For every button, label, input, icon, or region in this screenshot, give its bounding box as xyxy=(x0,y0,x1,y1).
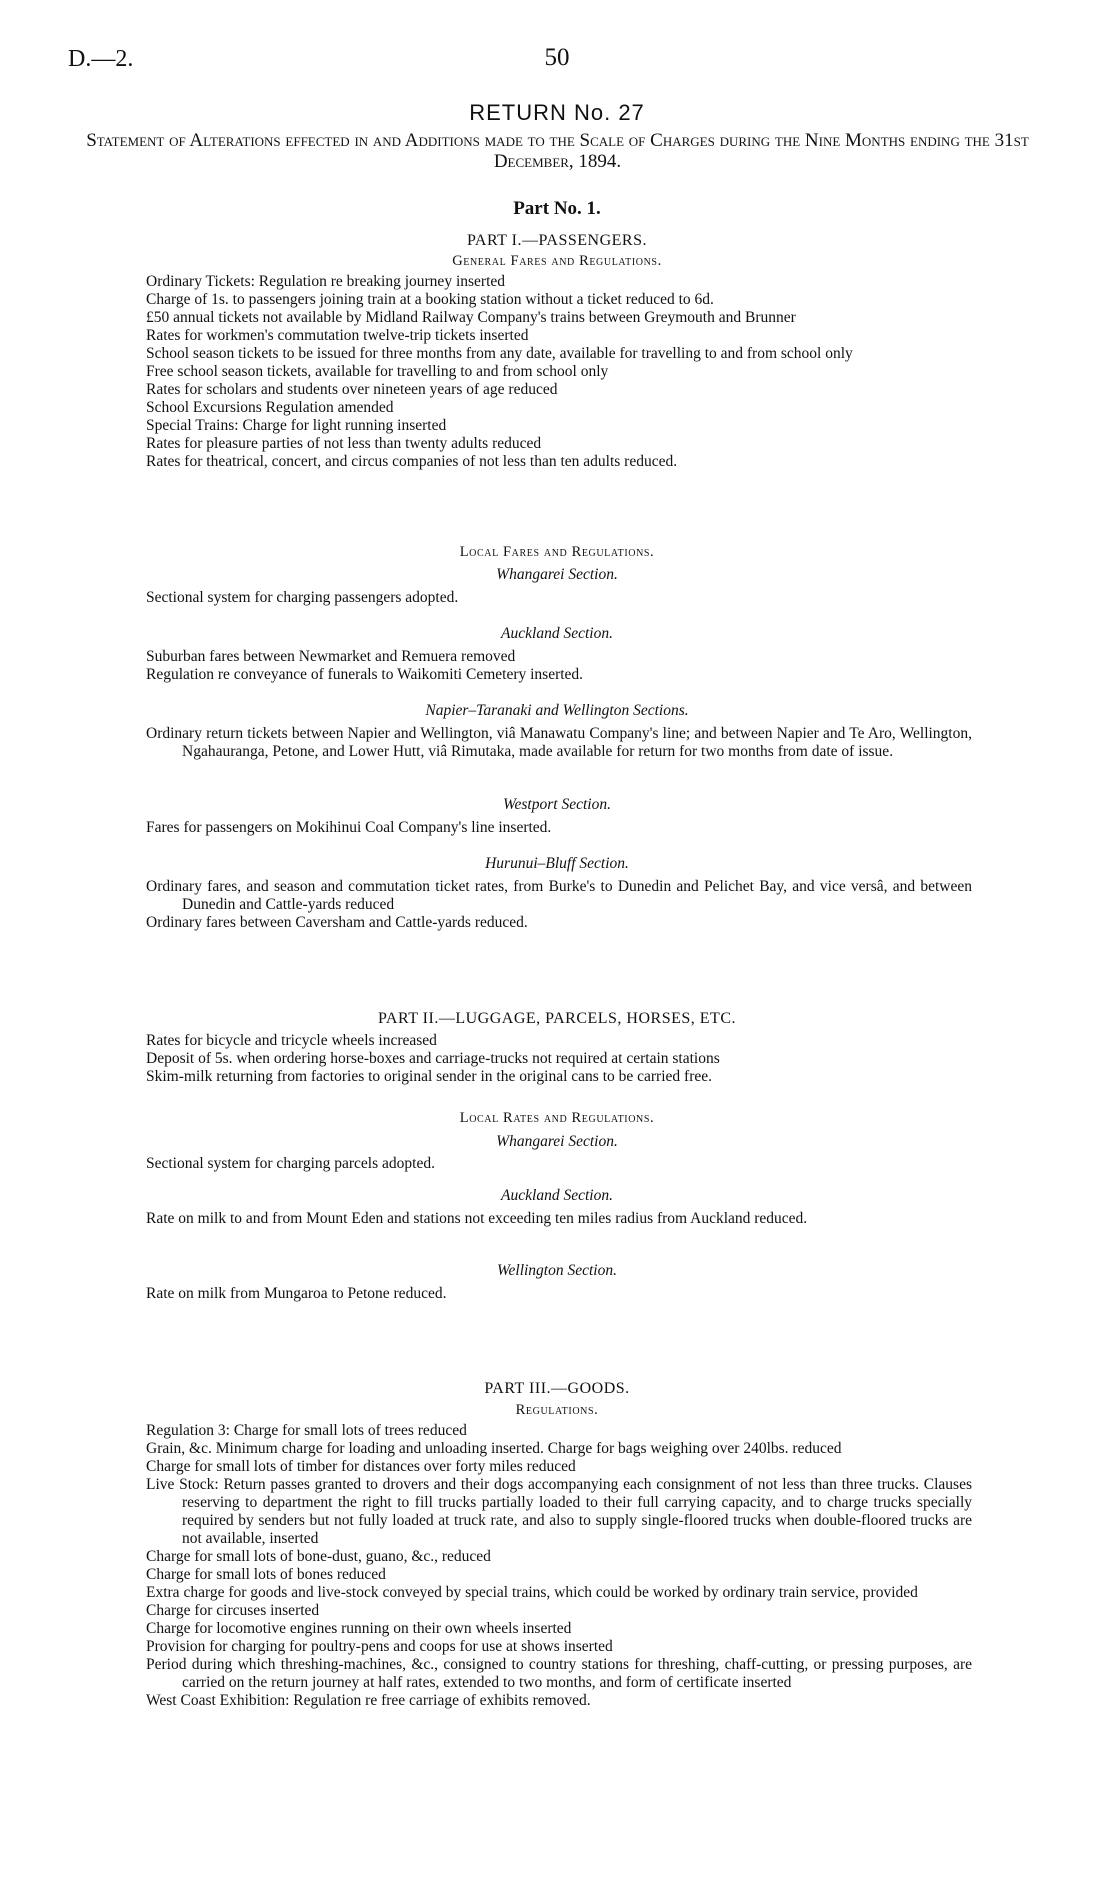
list-item: Skim-milk returning from factories to original sender in the original cans to be carried free. xyxy=(146,1068,712,1085)
part3-list xyxy=(146,1422,972,1710)
list-item: Charge for small lots of bone-dust, guano, &c., reduced xyxy=(146,1548,491,1565)
list-item: Ordinary fares, and season and commutation ticket rates, from Burke's to Dunedin and Pelichet Bay, and vice versâ, and between Dunedin and Cattle-yards reduced xyxy=(146,878,972,913)
list-item: Rates for theatrical, concert, and circus companies of not less than ten adults reduced. xyxy=(146,453,678,470)
list-item: Fares for passengers on Mokihinui Coal Company's line inserted. xyxy=(146,819,552,836)
page-number: 50 xyxy=(544,44,570,71)
list-item: Charge for circuses inserted xyxy=(146,1602,320,1619)
part2-wellington-title: Wellington Section. xyxy=(497,1262,617,1279)
list-item: School Excursions Regulation amended xyxy=(146,399,394,416)
list-item: West Coast Exhibition: Regulation re free carriage of exhibits removed. xyxy=(146,1692,591,1709)
list-item: Live Stock: Return passes granted to drovers and their dogs accompanying each consignment of not less than three trucks. Clauses reserving to department the right to fill trucks partially loaded to their full carrying capacity, and to charge trucks specially required by senders but not fully loaded at truck rate, and also to supply single-floored trucks when double-floored trucks are not available, inserted xyxy=(146,1476,972,1547)
list-item: £50 annual tickets not available by Midland Railway Company's trains between Greymouth and Brunner xyxy=(146,309,796,326)
list-item: Deposit of 5s. when ordering horse-boxes and carriage-trucks not required at certain stations xyxy=(146,1050,720,1067)
list-item: Suburban fares between Newmarket and Remuera removed xyxy=(146,648,516,665)
list-item: Rates for workmen's commutation twelve-trip tickets inserted xyxy=(146,327,529,344)
list-item: Ordinary return tickets between Napier and Wellington, viâ Manawatu Company's line; and between Napier and Te Aro, Wellington, Ngahauranga, Petone, and Lower Hutt, viâ Rimutaka, made available for return for two months from date of issue. xyxy=(146,725,972,760)
part3-heading: PART III.—GOODS. xyxy=(484,1380,630,1397)
list-item: Free school season tickets, available for travelling to and from school only xyxy=(146,363,609,380)
statement-title: Statement of Alterations effected in and Additions made to the Scale of Charges during the Nine Months ending the 31st December, 1894. xyxy=(86,130,1029,172)
list-item: Charge for small lots of bones reduced xyxy=(146,1566,386,1583)
list-item: Provision for charging for poultry-pens and coops for use at shows inserted xyxy=(146,1638,613,1655)
list-item: Rates for bicycle and tricycle wheels increased xyxy=(146,1032,437,1049)
part1-whangarei-list xyxy=(146,589,972,607)
part2-whangarei-list xyxy=(146,1155,972,1173)
part1-napier-list xyxy=(146,725,972,761)
part2-auckland-list xyxy=(146,1210,972,1228)
list-item: Ordinary Tickets: Regulation re breaking journey inserted xyxy=(146,273,506,290)
list-item: Charge for small lots of timber for distances over forty miles reduced xyxy=(146,1458,576,1475)
list-item: Charge for locomotive engines running on their own wheels inserted xyxy=(146,1620,572,1637)
part2-auckland-title: Auckland Section. xyxy=(501,1187,613,1204)
whangarei-section-title: Whangarei Section. xyxy=(496,566,618,583)
part2-list xyxy=(146,1032,972,1086)
list-item: Sectional system for charging parcels adopted. xyxy=(146,1155,435,1172)
list-item: School season tickets to be issued for three months from any date, available for travelling to and from school only xyxy=(146,345,853,362)
list-item: Period during which threshing-machines, &c., consigned to country stations for threshing, chaff-cutting, or pressing purposes, are carried on the return journey at half rates, extended to two months, and form of certificate inserted xyxy=(146,1656,972,1691)
part2-local-heading: Local Rates and Regulations. xyxy=(459,1110,655,1126)
part1-hurunui-list xyxy=(146,878,972,932)
list-item: Extra charge for goods and live-stock conveyed by special trains, which could be worked by ordinary train service, provided xyxy=(146,1584,918,1601)
list-item: Special Trains: Charge for light running inserted xyxy=(146,417,447,434)
list-item: Sectional system for charging passengers adopted. xyxy=(146,589,459,606)
part1-general-list xyxy=(146,273,972,471)
part2-whangarei-title: Whangarei Section. xyxy=(496,1133,618,1150)
part1-local-heading: Local Fares and Regulations. xyxy=(459,544,655,560)
list-item: Rate on milk to and from Mount Eden and stations not exceeding ten miles radius from Auckland reduced. xyxy=(146,1210,808,1227)
part1-auckland-list xyxy=(146,648,972,684)
part1-general-heading: General Fares and Regulations. xyxy=(452,253,662,269)
part-number: Part No. 1. xyxy=(513,198,601,219)
list-item: Regulation re conveyance of funerals to Waikomiti Cemetery inserted. xyxy=(146,666,584,683)
westport-section-title: Westport Section. xyxy=(503,796,611,813)
list-item: Rates for pleasure parties of not less than twenty adults reduced xyxy=(146,435,542,452)
document-code: D.—2. xyxy=(68,46,134,72)
part2-heading: PART II.—LUGGAGE, PARCELS, HORSES, ETC. xyxy=(378,1010,736,1027)
part1-westport-list xyxy=(146,819,972,837)
napier-section-title: Napier–Taranaki and Wellington Sections. xyxy=(425,702,689,719)
list-item: Ordinary fares between Caversham and Cattle-yards reduced. xyxy=(146,914,528,931)
list-item: Regulation 3: Charge for small lots of trees reduced xyxy=(146,1422,467,1439)
list-item: Rates for scholars and students over nineteen years of age reduced xyxy=(146,381,558,398)
return-number: RETURN No. 27 xyxy=(469,100,645,125)
part3-sub-heading: Regulations. xyxy=(515,1402,599,1418)
part1-heading: PART I.—PASSENGERS. xyxy=(466,232,647,249)
auckland-section-title: Auckland Section. xyxy=(501,625,613,642)
list-item: Charge of 1s. to passengers joining train at a booking station without a ticket reduced to 6d. xyxy=(146,291,714,308)
part2-wellington-list xyxy=(146,1285,972,1303)
list-item: Grain, &c. Minimum charge for loading and unloading inserted. Charge for bags weighing over 240lbs. reduced xyxy=(146,1440,842,1457)
list-item: Rate on milk from Mungaroa to Petone reduced. xyxy=(146,1285,447,1302)
hurunui-section-title: Hurunui–Bluff Section. xyxy=(485,855,629,872)
